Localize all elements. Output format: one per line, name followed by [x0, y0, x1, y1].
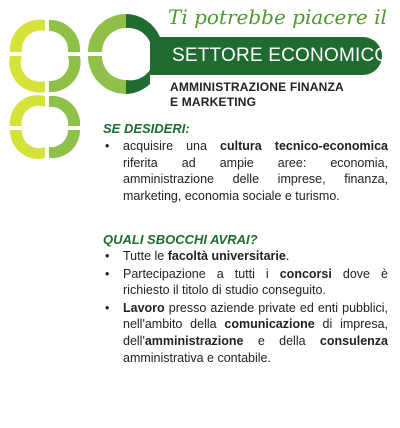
- list-item-text: acquisire una cultura tecnico-economica riferita ad ampie aree: economia, amministrazione delle imprese, finanza, marketing, economia sociale e turismo.: [123, 139, 389, 203]
- list-item-text: Lavoro presso aziende private ed enti pubblici, nell'ambito della comunicazione di impresa, dell'amministrazione e della consulenza amministrativa e contabile.: [123, 300, 388, 365]
- desires-title: SE DESIDERI:: [103, 121, 190, 136]
- logo-circle-lime: [10, 95, 80, 159]
- logo-circle-light-green: [9, 20, 80, 93]
- list-item-text: Tutte le facoltà universitarie.: [123, 249, 290, 263]
- bullet-icon: •: [105, 249, 110, 263]
- sector-subtitle-line1: AMMINISTRAZIONE FINANZA: [170, 80, 344, 94]
- list-item: [103, 300, 388, 366]
- sector-subtitle: [170, 80, 344, 110]
- sector-banner-title: SETTORE ECONOMICO: [172, 45, 390, 66]
- desires-list: [103, 138, 388, 205]
- bullet-icon: •: [105, 139, 110, 153]
- bullet-icon: •: [105, 300, 110, 315]
- bullet-icon: •: [105, 266, 110, 281]
- outlets-list: [103, 248, 388, 367]
- sector-subtitle-line2: E MARKETING: [170, 95, 257, 109]
- list-item: [103, 138, 388, 204]
- outlets-title: QUALI SBOCCHI AVRAI?: [103, 232, 258, 247]
- headline: Ti potrebbe piacere il: [168, 5, 387, 29]
- list-item: [103, 248, 388, 265]
- list-item-text: Partecipazione a tutti i concorsi dove è richiesto il titolo di studio conseguito.: [123, 266, 388, 298]
- list-item: [103, 266, 388, 299]
